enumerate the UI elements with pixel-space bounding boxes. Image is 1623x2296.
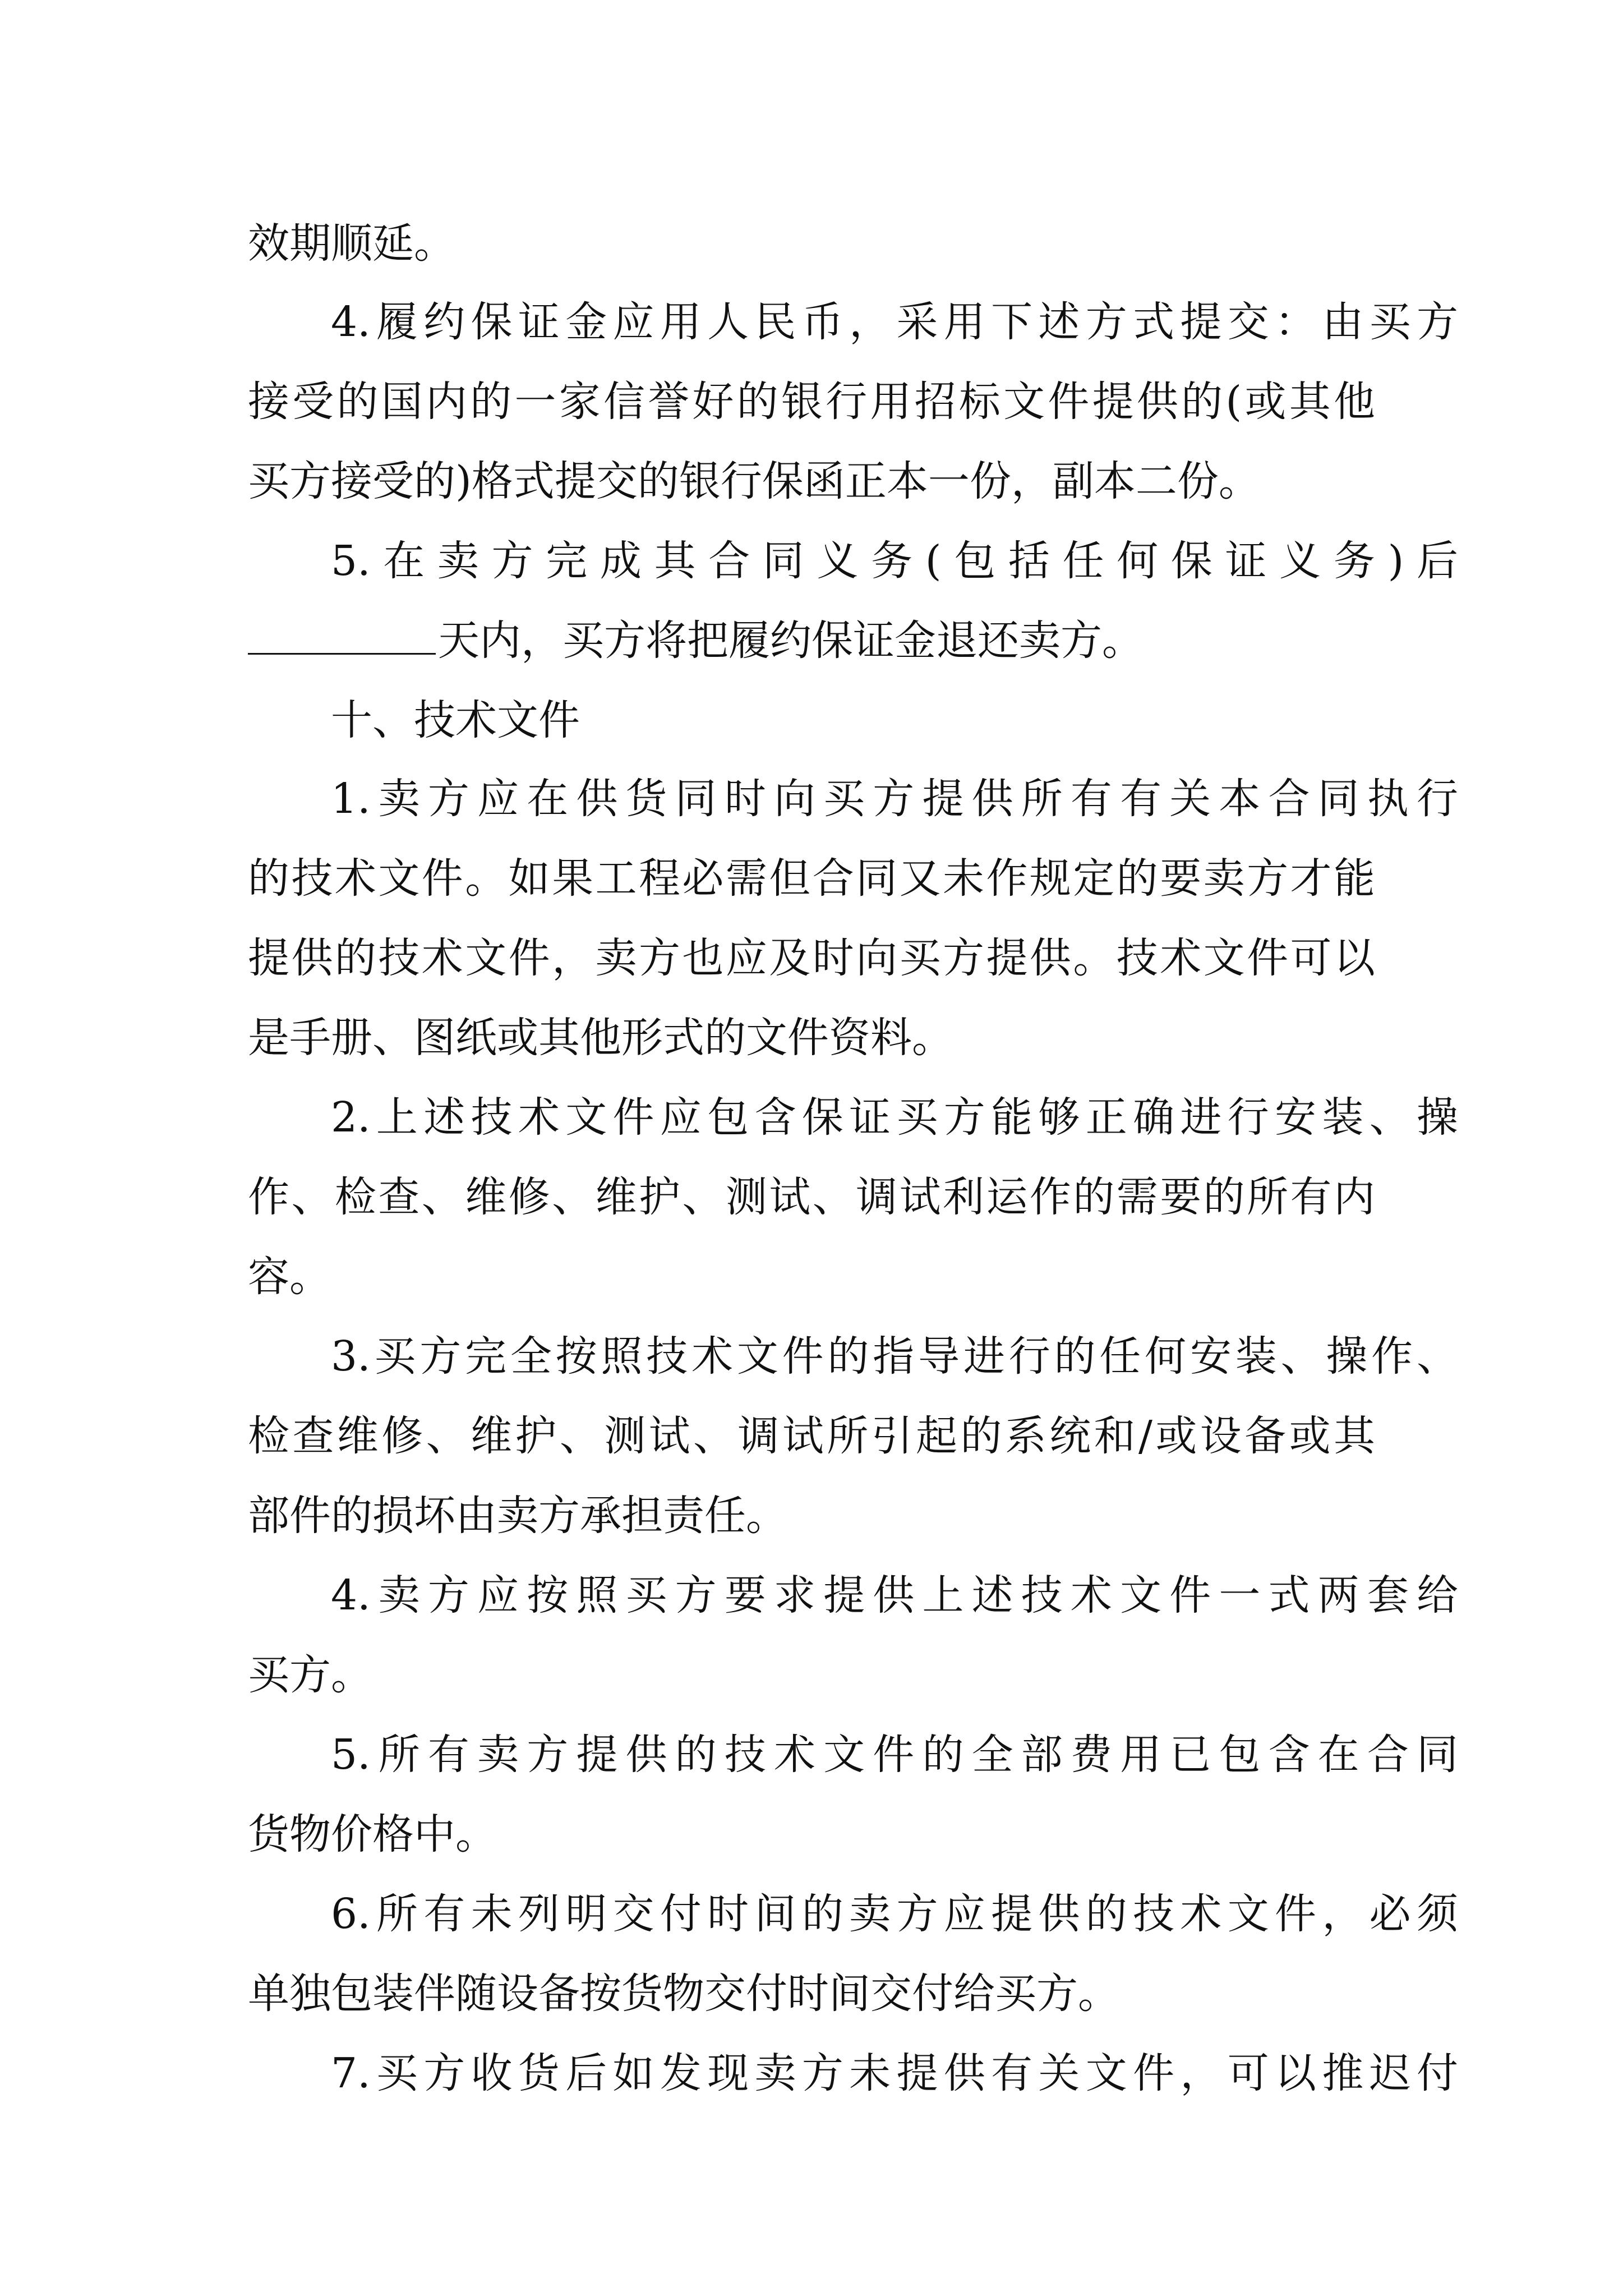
text-line: 3.买方完全按照技术文件的指导进行的任何安装、操作、 [331, 1332, 1458, 1381]
text-line: 容。 [248, 1253, 331, 1301]
text-line: 1.卖方应在供货同时向买方提供所有有关本合同执行 [331, 775, 1458, 823]
text-line: 效期顺延。 [248, 219, 455, 268]
text-line: 买方。 [248, 1651, 372, 1699]
text-line: 接受的国内的一家信誉好的银行用招标文件提供的(或其他 [248, 378, 1375, 426]
text-line [248, 608, 1375, 674]
text-line: 6.所有未列明交付时间的卖方应提供的技术文件，必须 [331, 1890, 1458, 1938]
text-line: 2.上述技术文件应包含保证买方能够正确进行安装、操 [331, 1093, 1458, 1142]
text-line: 的技术文件。如果工程必需但合同又未作规定的要卖方才能 [248, 854, 1375, 903]
text-line: 提供的技术文件，卖方也应及时向买方提供。技术文件可以 [248, 934, 1375, 982]
text-line: 4.卖方应按照买方要求提供上述技术文件一式两套给 [331, 1571, 1458, 1619]
text-line: 买方接受的)格式提交的银行保函正本一份，副本二份。 [248, 457, 1260, 505]
text-line: 检查维修、维护、测试、调试所引起的系统和/或设备或其 [248, 1412, 1375, 1460]
text-line: 4.履约保证金应用人民币，采用下述方式提交：由买方 [331, 298, 1458, 346]
text-line: 货物价格中。 [248, 1810, 497, 1858]
text-line: 是手册、图纸或其他形式的文件资料。 [248, 1014, 953, 1062]
text-line: 单独包装伴随设备按货物交付时间交付给买方。 [248, 1970, 1119, 2018]
fill-in-blank [248, 614, 436, 655]
text-line: 作、检查、维修、维护、测试、调试利运作的需要的所有内 [248, 1173, 1375, 1221]
text-line: 5.所有卖方提供的技术文件的全部费用已包含在合同 [331, 1731, 1458, 1779]
text-line: 部件的损坏由卖方承担责任。 [248, 1492, 787, 1540]
text-span: 天内，买方将把履约保证金退还卖方。 [438, 616, 1144, 665]
section-heading: 十、技术文件 [331, 696, 580, 744]
text-line: 5.在卖方完成其合同义务(包括任何保证义务)后 [331, 537, 1458, 585]
text-line: 7.买方收货后如发现卖方未提供有关文件，可以推迟付 [331, 2049, 1458, 2097]
